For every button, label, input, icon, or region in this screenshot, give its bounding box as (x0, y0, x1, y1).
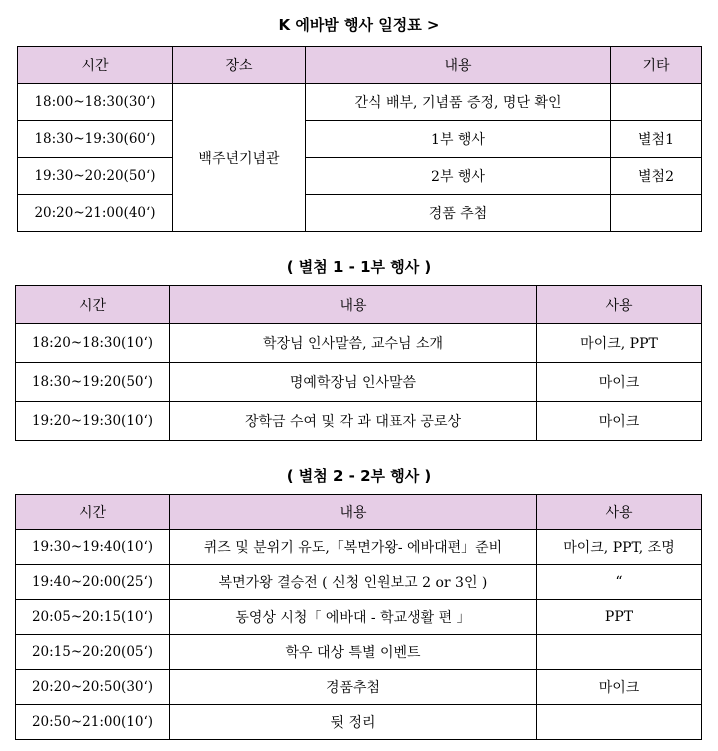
header-row (16, 286, 702, 324)
content-cell: 명예학장님 인사말씀 (170, 363, 537, 402)
header-time: 시간 (16, 286, 170, 324)
use-cell: 마이크 (537, 402, 702, 441)
use-cell: PPT (537, 600, 702, 635)
table-row (16, 363, 702, 402)
main-title: K 에바밤 행사 일정표 > (278, 16, 440, 34)
use-cell (537, 635, 702, 670)
table-row (16, 402, 702, 441)
time-cell: 20:05~20:15(10‘) (16, 600, 170, 635)
content-cell: 퀴즈 및 분위기 유도,「복면가왕- 에바대편」준비 (170, 530, 537, 565)
time-cell: 18:30~19:30(60‘) (18, 121, 173, 158)
schedule-table (17, 46, 702, 232)
note-cell: 별첨1 (611, 121, 702, 158)
content-cell: 학장님 인사말씀, 교수님 소개 (170, 324, 537, 363)
header-note: 기타 (611, 47, 702, 84)
header-content: 내용 (306, 47, 611, 84)
note-cell (611, 84, 702, 121)
header-content: 내용 (170, 495, 537, 530)
use-cell: “ (537, 565, 702, 600)
time-cell: 19:40~20:00(25‘) (16, 565, 170, 600)
time-cell: 19:30~20:20(50‘) (18, 158, 173, 195)
location-cell: 백주년기념관 (173, 84, 306, 232)
header-content: 내용 (170, 286, 537, 324)
content-cell: 경품추첨 (170, 670, 537, 705)
content-cell: 간식 배부, 기념품 증정, 명단 확인 (306, 84, 611, 121)
header-row (18, 47, 702, 84)
time-cell: 20:50~21:00(10‘) (16, 705, 170, 740)
header-row (16, 495, 702, 530)
time-cell: 18:00~18:30(30‘) (18, 84, 173, 121)
content-cell: 학우 대상 특별 이벤트 (170, 635, 537, 670)
time-cell: 20:20~21:00(40‘) (18, 195, 173, 232)
header-use: 사용 (537, 286, 702, 324)
content-cell: 경품 추첨 (306, 195, 611, 232)
note-cell (611, 195, 702, 232)
table-row (16, 530, 702, 565)
time-cell: 20:15~20:20(05‘) (16, 635, 170, 670)
use-cell (537, 705, 702, 740)
content-cell: 2부 행사 (306, 158, 611, 195)
content-cell: 복면가왕 결승전 ( 신청 인원보고 2 or 3인 ) (170, 565, 537, 600)
table-row (18, 84, 702, 121)
table-row (16, 705, 702, 740)
part1-table (15, 285, 702, 441)
content-cell: 동영상 시청「 에바대 - 학교생활 편 」 (170, 600, 537, 635)
table-row (16, 670, 702, 705)
table-row (18, 158, 702, 195)
use-cell: 마이크 (537, 363, 702, 402)
header-use: 사용 (537, 495, 702, 530)
time-cell: 19:30~19:40(10‘) (16, 530, 170, 565)
use-cell: 마이크, PPT, 조명 (537, 530, 702, 565)
content-cell: 1부 행사 (306, 121, 611, 158)
table-row (18, 121, 702, 158)
part2-table (15, 494, 702, 740)
table-row (16, 600, 702, 635)
time-cell: 18:30~19:20(50‘) (16, 363, 170, 402)
use-cell: 마이크 (537, 670, 702, 705)
part1-title: ( 별첨 1 - 1부 행사 ) (286, 258, 432, 276)
header-time: 시간 (16, 495, 170, 530)
content-cell: 장학금 수여 및 각 과 대표자 공로상 (170, 402, 537, 441)
time-cell: 18:20~18:30(10‘) (16, 324, 170, 363)
table-row (18, 195, 702, 232)
table-row (16, 565, 702, 600)
note-cell: 별첨2 (611, 158, 702, 195)
time-cell: 20:20~20:50(30‘) (16, 670, 170, 705)
table-row (16, 324, 702, 363)
header-place: 장소 (173, 47, 306, 84)
time-cell: 19:20~19:30(10‘) (16, 402, 170, 441)
header-time: 시간 (18, 47, 173, 84)
content-cell: 뒷 정리 (170, 705, 537, 740)
table-row (16, 635, 702, 670)
use-cell: 마이크, PPT (537, 324, 702, 363)
part2-title: ( 별첨 2 - 2부 행사 ) (286, 467, 432, 485)
